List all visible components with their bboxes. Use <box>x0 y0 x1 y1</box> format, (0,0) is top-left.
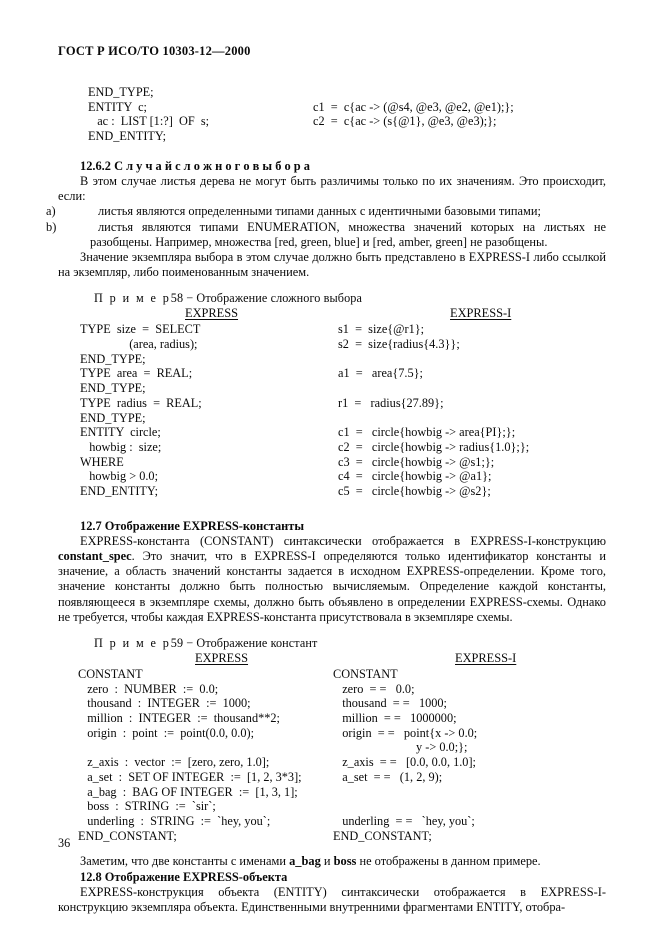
code-cell-express: END_TYPE; <box>88 85 154 99</box>
code-row <box>58 696 606 711</box>
code-row <box>58 352 606 367</box>
code-cell-express-i: a1 = area{7.5}; <box>338 366 423 381</box>
code-cell-express: (area, radius); <box>80 337 198 352</box>
document-header-standard-id: ГОСТ Р ИСО/ТО 10303-12—2000 <box>58 44 251 58</box>
example-59-caption-text: 59 − Отображение констант <box>170 636 318 651</box>
term-a-bag: a_bag <box>289 854 321 869</box>
code-row <box>58 114 606 129</box>
code-row <box>58 396 606 411</box>
code-cell-express-i: thousand = = 1000; <box>333 696 447 711</box>
code-cell-express-i: r1 = radius{27.89}; <box>338 395 444 410</box>
example-59-head-express: EXPRESS <box>195 651 249 666</box>
code-row <box>58 740 606 755</box>
code-cell-express: END_ENTITY; <box>80 483 159 498</box>
code-cell-express: a_set : SET OF INTEGER := [1, 2, 3*3]; <box>78 769 302 784</box>
note-mid: и <box>320 854 334 869</box>
code-row <box>58 455 606 470</box>
spacer <box>58 144 606 159</box>
code-cell-express: boss : STRING := `sir`; <box>78 799 216 814</box>
code-cell-express: thousand : INTEGER := 1000; <box>78 696 251 711</box>
code-cell-express: TYPE radius = REAL; <box>80 395 202 410</box>
code-cell-express: END_CONSTANT; <box>78 828 177 843</box>
code-cell-express-i: z_axis = = [0.0, 0.0, 1.0]; <box>333 755 476 770</box>
code-cell-express-i: c5 = circle{howbig -> @s2}; <box>338 483 491 498</box>
paragraph-12-7 <box>58 534 606 625</box>
example-58-caption <box>58 291 606 306</box>
code-cell-express: WHERE <box>80 454 124 469</box>
code-row <box>58 469 606 484</box>
code-cell-express: zero : NUMBER := 0.0; <box>78 681 219 696</box>
code-row <box>58 726 606 741</box>
code-row <box>58 129 606 144</box>
code-cell-express-i: million = = 1000000; <box>333 711 457 726</box>
code-cell-express-i: c2 = circle{howbig -> radius{1.0};}; <box>338 439 530 454</box>
code-cell-express-i: c1 = circle{howbig -> area{PI};}; <box>338 425 516 440</box>
example-58-head-express: EXPRESS <box>185 306 239 321</box>
section-heading-12-7: 12.7 Отображение EXPRESS-константы <box>80 518 305 533</box>
code-row <box>58 381 606 396</box>
code-cell-express-i: c1 = c{ac -> (@s4, @e3, @e2, @e1);}; <box>313 99 514 114</box>
code-row <box>58 322 606 337</box>
code-row <box>58 755 606 770</box>
paragraph-12-6-2-intro: В этом случае листья дерева не могут быть различимы только по их значениям. Это происходит, если: <box>58 173 606 204</box>
page-number: 36 <box>58 836 71 850</box>
example-58-caption-text: 58 − Отображение сложного выбора <box>170 291 362 306</box>
page-content <box>46 44 606 915</box>
code-cell-express-i: zero = = 0.0; <box>333 681 415 696</box>
code-row <box>58 667 606 682</box>
list-text-b: листья являются типами ENUMERATION, множества значений которых на листьях не разобщены. Например, множества [red, green, blue] и [red, amber, green] не разобщены. <box>90 219 606 249</box>
list-marker-b: b) <box>46 219 57 234</box>
spacer <box>58 499 606 519</box>
code-row <box>58 484 606 499</box>
code-row <box>58 814 606 829</box>
code-row <box>58 682 606 697</box>
code-row <box>58 100 606 115</box>
term-constant-spec: constant_spec <box>58 549 132 564</box>
code-cell-express: underling : STRING := `hey, you`; <box>78 813 271 828</box>
code-cell-express-i: c4 = circle{howbig -> @a1}; <box>338 469 492 484</box>
code-block-example-59 <box>58 667 606 843</box>
code-cell-express: END_ENTITY; <box>88 129 167 144</box>
code-row <box>58 799 606 814</box>
example-59-caption-label: П р и м е р <box>94 636 171 651</box>
code-cell-express-i: a_set = = (1, 2, 9); <box>333 769 443 784</box>
code-cell-express: END_TYPE; <box>80 381 146 396</box>
example-58-column-headers <box>58 306 606 322</box>
code-cell-express-i: y -> 0.0;}; <box>333 740 468 755</box>
paragraph-12-8: EXPRESS-конструкция объекта (ENTITY) синтаксически отображается в EXPRESS-I-конструкцию экземпляра объекта. Единственными внутренними фрагментами ENTITY, отобра- <box>58 884 606 914</box>
note-lead: Заметим, что две константы с именами <box>80 854 290 869</box>
code-cell-express-i: c3 = circle{howbig -> @s1;}; <box>338 454 495 469</box>
code-row <box>58 770 606 785</box>
code-cell-express: ENTITY c; <box>88 99 147 114</box>
code-row <box>58 785 606 800</box>
code-row <box>58 425 606 440</box>
code-block-example-58 <box>58 322 606 498</box>
list-marker-a: a) <box>46 204 56 219</box>
code-row <box>58 411 606 426</box>
section-heading-12-6-2: 12.6.2 С л у ч а й с л о ж н о г о в ы б о р а <box>80 158 310 173</box>
code-cell-express-i: s2 = size{radius{4.3}}; <box>338 337 460 352</box>
code-cell-express-i: s1 = size{@r1}; <box>338 322 425 337</box>
code-cell-express-i: c2 = c{ac -> (s{@1}, @e3, @e3);}; <box>313 114 497 129</box>
code-cell-express: million : INTEGER := thousand**2; <box>78 711 280 726</box>
example-59-column-headers <box>58 651 606 667</box>
note-after-example-59 <box>58 854 606 869</box>
code-cell-express: a_bag : BAG OF INTEGER := [1, 3, 1]; <box>78 784 298 799</box>
code-cell-express: TYPE area = REAL; <box>80 366 193 381</box>
code-row <box>58 829 606 844</box>
example-59-head-express-i: EXPRESS-I <box>455 651 517 666</box>
code-cell-express-i: END_CONSTANT; <box>333 828 432 843</box>
code-cell-express: CONSTANT <box>78 667 143 682</box>
code-cell-express: z_axis : vector := [zero, zero, 1.0]; <box>78 755 270 770</box>
code-cell-express: ac : LIST [1:?] OF s; <box>88 114 210 129</box>
code-cell-express: howbig : size; <box>80 439 162 454</box>
code-cell-express: END_TYPE; <box>80 351 146 366</box>
example-59-caption <box>58 636 606 651</box>
spacer <box>58 843 606 854</box>
code-cell-express: howbig > 0.0; <box>80 469 158 484</box>
spacer <box>58 280 606 291</box>
section-heading-12-8: 12.8 Отображение EXPRESS-объекта <box>80 869 288 884</box>
code-cell-express-i: CONSTANT <box>333 667 398 682</box>
code-cell-express: origin : point := point(0.0, 0.0); <box>78 725 255 740</box>
paragraph-12-7-lead: EXPRESS-константа (CONSTANT) синтаксически отображается в EXPRESS-I-конструкцию <box>80 533 606 548</box>
code-row <box>58 440 606 455</box>
code-cell-express-i: underling = = `hey, you`; <box>333 813 475 828</box>
spacer <box>58 625 606 636</box>
list-text-a: листья являются определенными типами данных с идентичными базовыми типами; <box>98 204 541 219</box>
code-cell-express: ENTITY circle; <box>80 425 161 440</box>
example-58-caption-label: П р и м е р <box>94 291 171 306</box>
code-block-entity-c <box>58 85 606 144</box>
list-item-b <box>46 219 606 250</box>
paragraph-12-7-tail: . Это значит, что в EXPRESS-I определяются только идентификатор константы и значение, а область значений константы задается в исходном EXPRESS-определении. Кроме того, значение константы должно быть полностью вычисляемым. Определение каждой константы, появляющееся в экземпляре схемы, должно быть объявлено в определении EXPRESS-схемы. Однако не требуется, чтобы каждая EXPRESS-константа присутствовала в экземпляре схемы. <box>58 549 606 624</box>
note-tail: не отображены в данном примере. <box>356 854 541 869</box>
code-cell-express: END_TYPE; <box>80 410 146 425</box>
code-cell-express: TYPE size = SELECT <box>80 322 201 337</box>
term-boss: boss <box>333 854 357 869</box>
list-item-a <box>46 204 606 219</box>
paragraph-12-6-2-value: Значение экземпляра выбора в этом случае должно быть представлено в EXPRESS-I либо ссылкой на экземпляр, либо поименованным значением. <box>58 249 606 280</box>
example-58-head-express-i: EXPRESS-I <box>450 306 512 321</box>
code-row <box>58 337 606 352</box>
code-cell-express-i: origin = = point{x -> 0.0; <box>333 725 478 740</box>
code-row <box>58 711 606 726</box>
code-row <box>58 85 606 100</box>
code-row <box>58 366 606 381</box>
